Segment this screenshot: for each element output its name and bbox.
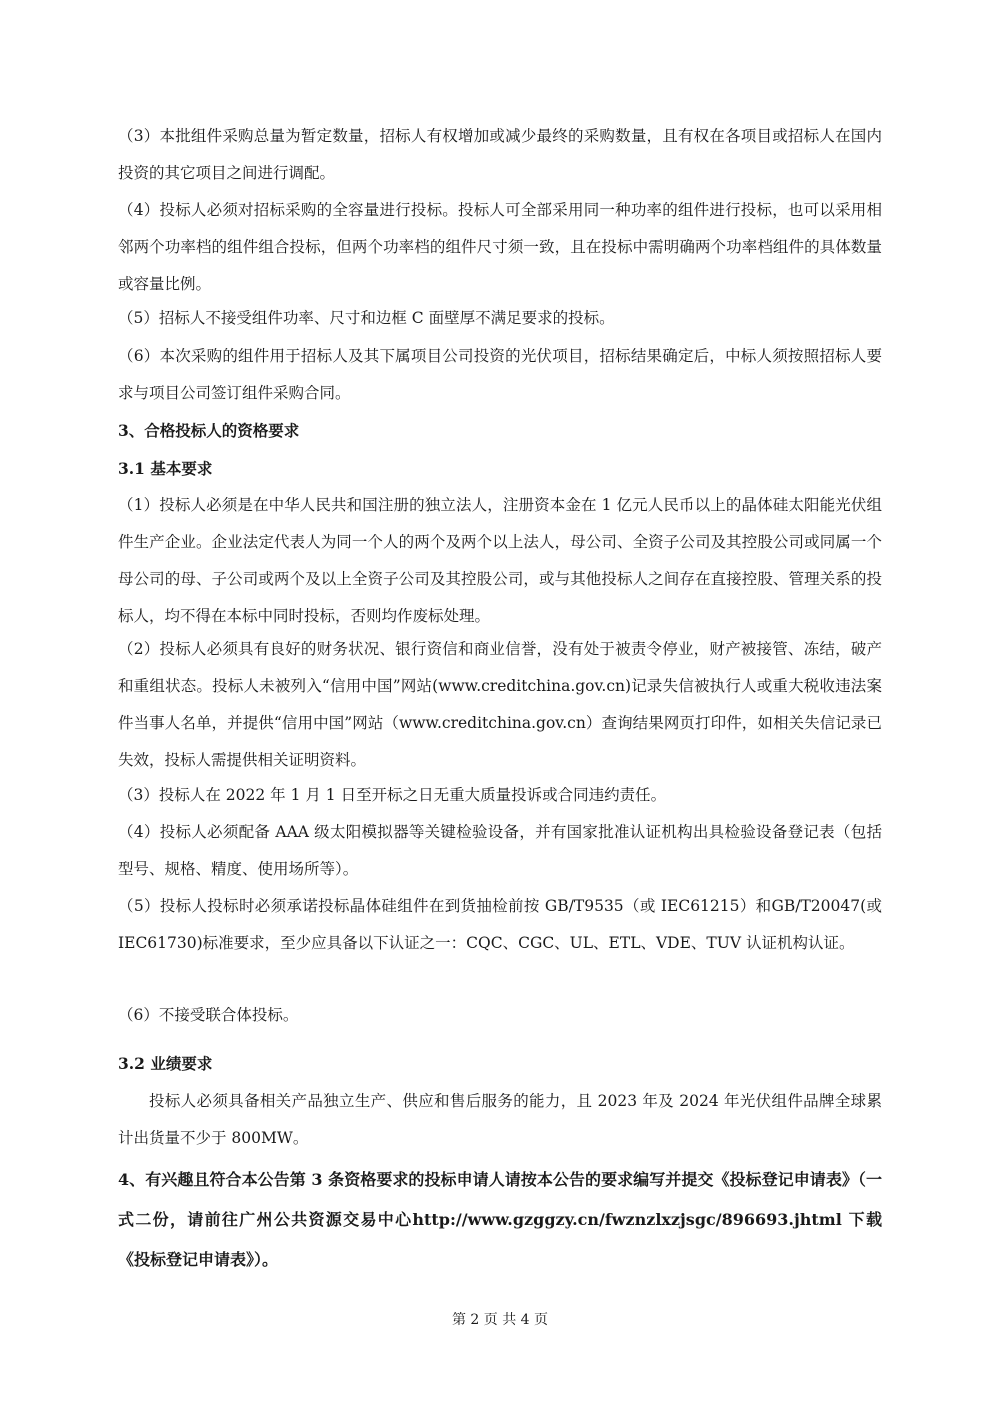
section-3-1-title: 3.1 基本要求 [118, 459, 213, 478]
requirement-item-4: （4）投标人必须配备 AAA 级太阳模拟器等关键检验设备，并有国家批准认证机构出具检验设备登记表（包括型号、规格、精度、使用场所等）。 [118, 823, 882, 878]
requirement-item-2: （2）投标人必须具有良好的财务状况、银行资信和商业信誉，没有处于被责令停业，财产被接管、冻结，破产和重组状态。投标人未被列入“信用中国”网站(www.creditchina.gov.cn)记录失信被执行人或重大税收违法案件当事人名单，并提供“信用中国”网站（www.creditchina.gov.cn）查询结果网页打印件，如相关失信记录已失效，投标人需提供相关证明资料。 [118, 640, 882, 769]
section-4-text: 4、有兴趣且符合本公告第 3 条资格要求的投标申请人请按本公告的要求编写并提交《投标登记申请表》（一式二份，请前往广州公共资源交易中心http://www.gzggzy.cn/fwznzlxzjsgc/896693.jhtml 下载《投标登记申请表》）。 [118, 1170, 882, 1269]
paragraph-item-3: （3）本批组件采购总量为暂定数量，招标人有权增加或减少最终的采购数量，且有权在各项目或招标人在国内投资的其它项目之间进行调配。 [118, 127, 882, 182]
performance-requirement-text: 投标人必须具备相关产品独立生产、供应和售后服务的能力，且 2023 年及 2024 年光伏组件品牌全球累计出货量不少于 800MW。 [118, 1092, 882, 1147]
requirement-item-6: （6）不接受联合体投标。 [118, 1006, 299, 1024]
paragraph-item-5: （5）招标人不接受组件功率、尺寸和边框 C 面壁厚不满足要求的投标。 [118, 309, 615, 327]
requirement-item-5: （5）投标人投标时必须承诺投标晶体硅组件在到货抽检前按 GB/T9535（或 IEC61215）和GB/T20047(或 IEC61730)标准要求，至少应具备以下认证之一：CQC、CGC、UL、ETL、VDE、TUV 认证机构认证。 [118, 897, 882, 952]
requirement-item-3: （3）投标人在 2022 年 1 月 1 日至开标之日无重大质量投诉或合同违约责任。 [118, 786, 667, 804]
page-number-footer: 第 2 页 共 4 页 [451, 1312, 549, 1328]
section-3-2-title: 3.2 业绩要求 [118, 1054, 213, 1073]
paragraph-item-6: （6）本次采购的组件用于招标人及其下属项目公司投资的光伏项目，招标结果确定后，中标人须按照招标人要求与项目公司签订组件采购合同。 [118, 347, 882, 402]
paragraph-item-4: （4）投标人必须对招标采购的全容量进行投标。投标人可全部采用同一种功率的组件进行投标，也可以采用相邻两个功率档的组件组合投标，但两个功率档的组件尺寸须一致，且在投标中需明确两个功率档组件的具体数量或容量比例。 [118, 201, 882, 293]
requirement-item-1: （1）投标人必须是在中华人民共和国注册的独立法人，注册资本金在 1 亿元人民币以上的晶体硅太阳能光伏组件生产企业。企业法定代表人为同一个人的两个及两个以上法人，母公司、全资子公司及其控股公司或同属一个母公司的母、子公司或两个及以上全资子公司及其控股公司，或与其他投标人之间存在直接控股、管理关系的投标人，均不得在本标中同时投标，否则均作废标处理。 [118, 496, 882, 625]
section-3-title: 3、合格投标人的资格要求 [118, 421, 300, 440]
